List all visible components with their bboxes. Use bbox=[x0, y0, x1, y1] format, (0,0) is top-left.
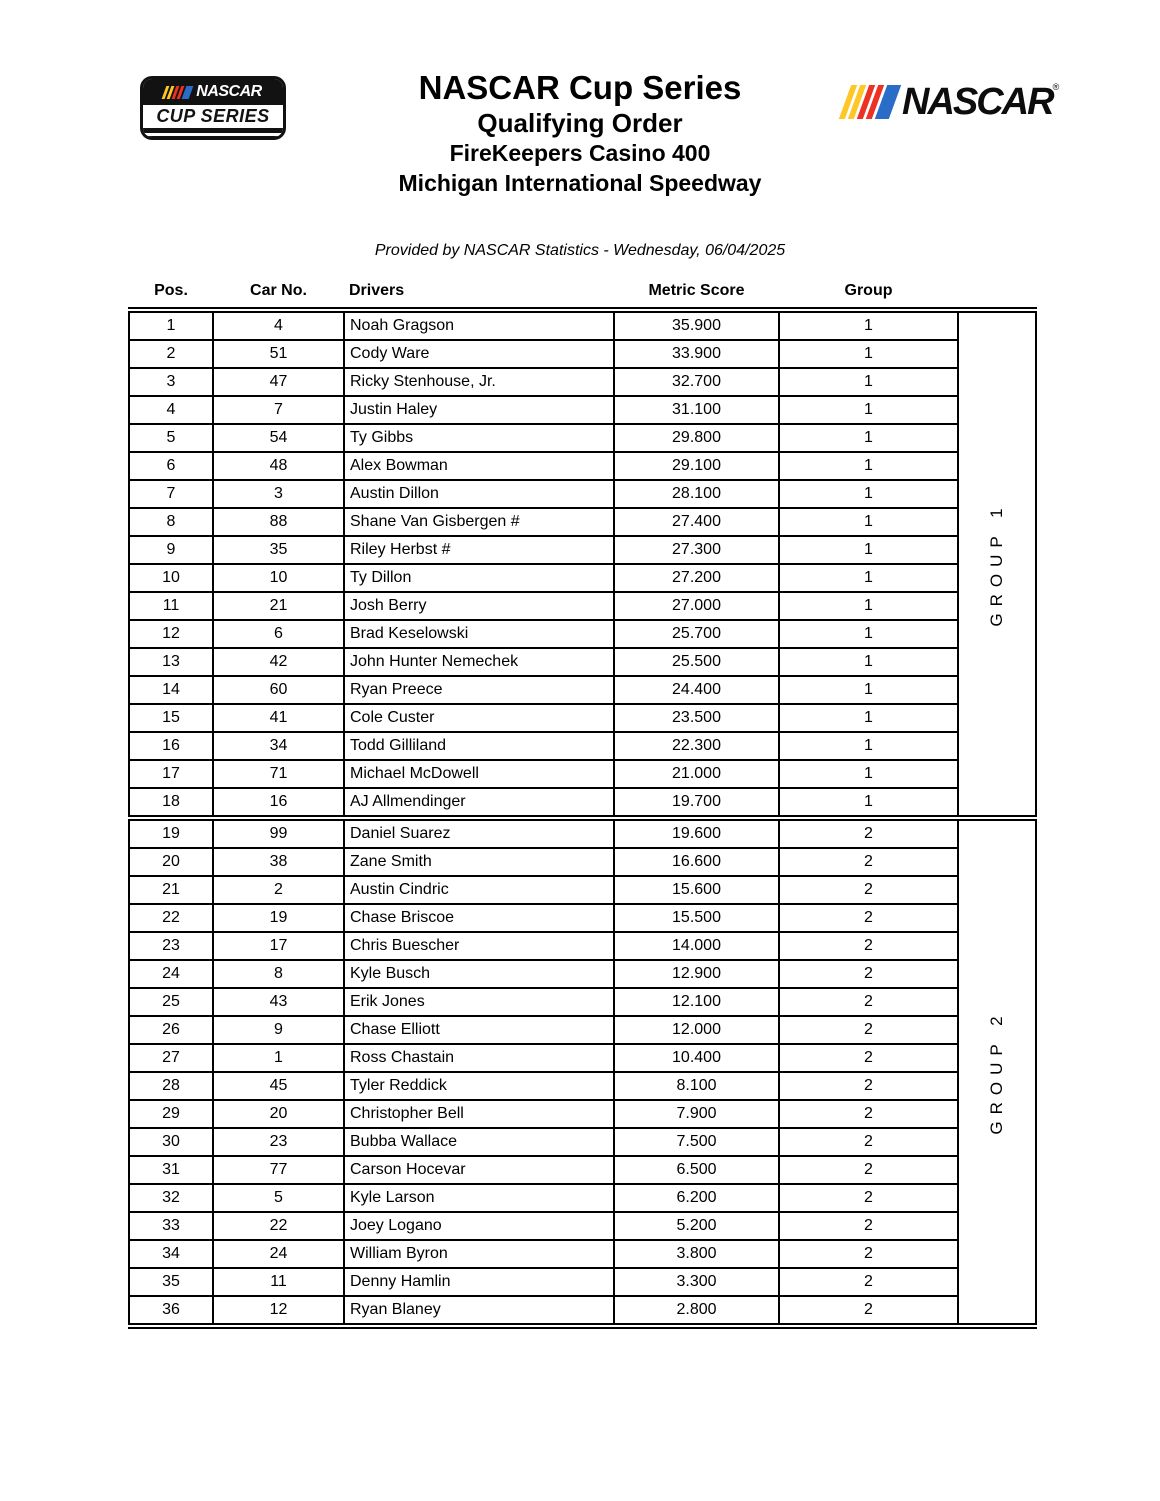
cell-driver: Riley Herbst # bbox=[344, 536, 614, 564]
group-vertical-label: GROUP 2 bbox=[987, 1009, 1006, 1135]
cell-car: 51 bbox=[213, 340, 344, 368]
cell-pos: 30 bbox=[129, 1128, 213, 1156]
cell-car: 43 bbox=[213, 988, 344, 1016]
cell-car: 54 bbox=[213, 424, 344, 452]
cell-score: 31.100 bbox=[614, 396, 779, 424]
table-row bbox=[129, 988, 1036, 1016]
table-row bbox=[129, 904, 1036, 932]
table-row bbox=[129, 1268, 1036, 1296]
cell-car: 6 bbox=[213, 620, 344, 648]
cell-driver: Bubba Wallace bbox=[344, 1128, 614, 1156]
cell-car: 21 bbox=[213, 592, 344, 620]
cell-car: 47 bbox=[213, 368, 344, 396]
cell-score: 8.100 bbox=[614, 1072, 779, 1100]
cell-driver: Chase Briscoe bbox=[344, 904, 614, 932]
table-row bbox=[129, 1128, 1036, 1156]
cell-group: 1 bbox=[779, 452, 958, 480]
table-row bbox=[129, 818, 1036, 848]
col-header-group-label-spacer bbox=[958, 280, 1036, 310]
table-row bbox=[129, 932, 1036, 960]
cell-score: 32.700 bbox=[614, 368, 779, 396]
cell-score: 22.300 bbox=[614, 732, 779, 760]
col-header-group: Group bbox=[779, 280, 958, 310]
cell-pos: 5 bbox=[129, 424, 213, 452]
table-row bbox=[129, 1072, 1036, 1100]
cell-score: 6.200 bbox=[614, 1184, 779, 1212]
cell-driver: Shane Van Gisbergen # bbox=[344, 508, 614, 536]
cell-group: 2 bbox=[779, 988, 958, 1016]
cell-score: 24.400 bbox=[614, 676, 779, 704]
table-row bbox=[129, 788, 1036, 818]
cell-driver: Kyle Busch bbox=[344, 960, 614, 988]
cell-driver: Michael McDowell bbox=[344, 760, 614, 788]
cell-car: 42 bbox=[213, 648, 344, 676]
cell-group: 1 bbox=[779, 340, 958, 368]
cell-group: 2 bbox=[779, 1072, 958, 1100]
cell-group: 1 bbox=[779, 788, 958, 818]
cell-driver: William Byron bbox=[344, 1240, 614, 1268]
cell-pos: 33 bbox=[129, 1212, 213, 1240]
cell-pos: 19 bbox=[129, 818, 213, 848]
cell-score: 5.200 bbox=[614, 1212, 779, 1240]
track-name: Michigan International Speedway bbox=[398, 169, 762, 196]
table-header-row bbox=[129, 280, 1036, 310]
cell-score: 29.100 bbox=[614, 452, 779, 480]
cell-score: 23.500 bbox=[614, 704, 779, 732]
registered-trademark-icon: ® bbox=[1052, 82, 1060, 92]
cell-pos: 2 bbox=[129, 340, 213, 368]
group-span-cell bbox=[958, 818, 1036, 1326]
cell-car: 2 bbox=[213, 876, 344, 904]
cell-car: 9 bbox=[213, 1016, 344, 1044]
cell-score: 3.800 bbox=[614, 1240, 779, 1268]
table-row bbox=[129, 760, 1036, 788]
table-row bbox=[129, 508, 1036, 536]
cell-pos: 3 bbox=[129, 368, 213, 396]
cell-pos: 16 bbox=[129, 732, 213, 760]
cell-car: 22 bbox=[213, 1212, 344, 1240]
cell-group: 1 bbox=[779, 536, 958, 564]
cell-car: 8 bbox=[213, 960, 344, 988]
cell-score: 15.600 bbox=[614, 876, 779, 904]
table-row bbox=[129, 1240, 1036, 1268]
nascar-stripes-icon bbox=[839, 85, 901, 119]
provided-by-line: Provided by NASCAR Statistics - Wednesday, 06/04/2025 bbox=[374, 242, 786, 259]
race-name: FireKeepers Casino 400 bbox=[449, 139, 711, 166]
col-header-car-no: Car No. bbox=[213, 280, 344, 310]
table-row bbox=[129, 480, 1036, 508]
table-row bbox=[129, 396, 1036, 424]
cell-score: 27.200 bbox=[614, 564, 779, 592]
cell-pos: 24 bbox=[129, 960, 213, 988]
cell-pos: 6 bbox=[129, 452, 213, 480]
cell-group: 2 bbox=[779, 1100, 958, 1128]
cell-car: 71 bbox=[213, 760, 344, 788]
cell-pos: 11 bbox=[129, 592, 213, 620]
cell-driver: Joey Logano bbox=[344, 1212, 614, 1240]
cell-car: 3 bbox=[213, 480, 344, 508]
cell-car: 41 bbox=[213, 704, 344, 732]
cell-group: 1 bbox=[779, 564, 958, 592]
cell-car: 5 bbox=[213, 1184, 344, 1212]
cell-group: 2 bbox=[779, 1044, 958, 1072]
nascar-wordmark-text: NASCAR bbox=[902, 81, 1053, 123]
cell-pos: 17 bbox=[129, 760, 213, 788]
col-header-drivers: Drivers bbox=[344, 280, 614, 310]
cell-pos: 4 bbox=[129, 396, 213, 424]
cell-driver: Justin Haley bbox=[344, 396, 614, 424]
cell-pos: 1 bbox=[129, 310, 213, 340]
table-row bbox=[129, 536, 1036, 564]
cell-driver: Cody Ware bbox=[344, 340, 614, 368]
table-row bbox=[129, 340, 1036, 368]
cell-pos: 18 bbox=[129, 788, 213, 818]
cell-car: 48 bbox=[213, 452, 344, 480]
cell-pos: 32 bbox=[129, 1184, 213, 1212]
cell-pos: 23 bbox=[129, 932, 213, 960]
cell-score: 28.100 bbox=[614, 480, 779, 508]
table-row bbox=[129, 876, 1036, 904]
qualifying-order-table bbox=[128, 280, 1037, 1329]
cell-pos: 13 bbox=[129, 648, 213, 676]
cell-pos: 21 bbox=[129, 876, 213, 904]
cell-car: 11 bbox=[213, 1268, 344, 1296]
cell-pos: 10 bbox=[129, 564, 213, 592]
cell-pos: 14 bbox=[129, 676, 213, 704]
cell-group: 1 bbox=[779, 760, 958, 788]
cell-score: 25.700 bbox=[614, 620, 779, 648]
cell-group: 2 bbox=[779, 904, 958, 932]
cell-score: 35.900 bbox=[614, 310, 779, 340]
cell-driver: Carson Hocevar bbox=[344, 1156, 614, 1184]
cell-score: 27.300 bbox=[614, 536, 779, 564]
table-row bbox=[129, 1184, 1036, 1212]
cell-pos: 20 bbox=[129, 848, 213, 876]
table-row bbox=[129, 1016, 1036, 1044]
cell-group: 2 bbox=[779, 1268, 958, 1296]
cell-driver: Ricky Stenhouse, Jr. bbox=[344, 368, 614, 396]
cell-pos: 12 bbox=[129, 620, 213, 648]
cell-pos: 7 bbox=[129, 480, 213, 508]
cell-car: 24 bbox=[213, 1240, 344, 1268]
cell-pos: 25 bbox=[129, 988, 213, 1016]
cell-car: 12 bbox=[213, 1296, 344, 1326]
cell-score: 10.400 bbox=[614, 1044, 779, 1072]
table-row bbox=[129, 1044, 1036, 1072]
table-row bbox=[129, 1156, 1036, 1184]
cell-score: 25.500 bbox=[614, 648, 779, 676]
cell-pos: 36 bbox=[129, 1296, 213, 1326]
cell-score: 16.600 bbox=[614, 848, 779, 876]
table-row bbox=[129, 620, 1036, 648]
cell-group: 2 bbox=[779, 932, 958, 960]
cell-car: 23 bbox=[213, 1128, 344, 1156]
cell-car: 17 bbox=[213, 932, 344, 960]
cell-car: 4 bbox=[213, 310, 344, 340]
table-row bbox=[129, 1212, 1036, 1240]
cell-pos: 26 bbox=[129, 1016, 213, 1044]
cell-driver: Austin Cindric bbox=[344, 876, 614, 904]
cell-pos: 29 bbox=[129, 1100, 213, 1128]
table-row bbox=[129, 310, 1036, 340]
cell-score: 15.500 bbox=[614, 904, 779, 932]
cell-group: 1 bbox=[779, 480, 958, 508]
cell-car: 34 bbox=[213, 732, 344, 760]
cell-car: 10 bbox=[213, 564, 344, 592]
cell-driver: Ryan Blaney bbox=[344, 1296, 614, 1326]
cell-group: 2 bbox=[779, 848, 958, 876]
cell-driver: Kyle Larson bbox=[344, 1184, 614, 1212]
cell-group: 2 bbox=[779, 1296, 958, 1326]
cell-score: 7.500 bbox=[614, 1128, 779, 1156]
cell-car: 19 bbox=[213, 904, 344, 932]
cell-score: 29.800 bbox=[614, 424, 779, 452]
table-row bbox=[129, 1296, 1036, 1326]
table-row bbox=[129, 732, 1036, 760]
cell-score: 3.300 bbox=[614, 1268, 779, 1296]
cell-driver: Ty Dillon bbox=[344, 564, 614, 592]
cell-group: 2 bbox=[779, 960, 958, 988]
cell-group: 2 bbox=[779, 1240, 958, 1268]
cell-car: 35 bbox=[213, 536, 344, 564]
cell-group: 2 bbox=[779, 1128, 958, 1156]
cell-group: 1 bbox=[779, 732, 958, 760]
cell-driver: Tyler Reddick bbox=[344, 1072, 614, 1100]
cell-score: 7.900 bbox=[614, 1100, 779, 1128]
page-subtitle: Qualifying Order bbox=[477, 108, 683, 139]
cell-group: 2 bbox=[779, 1156, 958, 1184]
cell-group: 2 bbox=[779, 1016, 958, 1044]
cell-score: 27.000 bbox=[614, 592, 779, 620]
cell-pos: 31 bbox=[129, 1156, 213, 1184]
group-vertical-label: GROUP 1 bbox=[987, 501, 1006, 627]
cell-car: 7 bbox=[213, 396, 344, 424]
cell-score: 14.000 bbox=[614, 932, 779, 960]
table-row bbox=[129, 960, 1036, 988]
cell-score: 12.900 bbox=[614, 960, 779, 988]
col-header-metric-score: Metric Score bbox=[614, 280, 779, 310]
cell-car: 77 bbox=[213, 1156, 344, 1184]
cell-group: 1 bbox=[779, 424, 958, 452]
cell-car: 16 bbox=[213, 788, 344, 818]
cell-score: 19.700 bbox=[614, 788, 779, 818]
cell-driver: AJ Allmendinger bbox=[344, 788, 614, 818]
cell-score: 19.600 bbox=[614, 818, 779, 848]
cell-group: 1 bbox=[779, 310, 958, 340]
table-row bbox=[129, 424, 1036, 452]
cell-driver: Zane Smith bbox=[344, 848, 614, 876]
table-row bbox=[129, 1100, 1036, 1128]
cell-driver: Daniel Suarez bbox=[344, 818, 614, 848]
cup-logo-nascar-wordmark: NASCAR bbox=[196, 83, 262, 100]
cell-pos: 9 bbox=[129, 536, 213, 564]
cell-score: 21.000 bbox=[614, 760, 779, 788]
cell-score: 27.400 bbox=[614, 508, 779, 536]
table-row bbox=[129, 564, 1036, 592]
cell-group: 1 bbox=[779, 648, 958, 676]
cell-group: 2 bbox=[779, 818, 958, 848]
table-row bbox=[129, 704, 1036, 732]
cell-pos: 15 bbox=[129, 704, 213, 732]
col-header-pos: Pos. bbox=[129, 280, 213, 310]
cell-pos: 8 bbox=[129, 508, 213, 536]
cell-pos: 34 bbox=[129, 1240, 213, 1268]
table-row bbox=[129, 676, 1036, 704]
cell-car: 20 bbox=[213, 1100, 344, 1128]
cell-group: 1 bbox=[779, 620, 958, 648]
cell-group: 1 bbox=[779, 396, 958, 424]
table-row bbox=[129, 452, 1036, 480]
cell-pos: 35 bbox=[129, 1268, 213, 1296]
cell-driver: Cole Custer bbox=[344, 704, 614, 732]
cell-score: 12.100 bbox=[614, 988, 779, 1016]
cell-car: 38 bbox=[213, 848, 344, 876]
cell-driver: Alex Bowman bbox=[344, 452, 614, 480]
cell-driver: Chris Buescher bbox=[344, 932, 614, 960]
cell-pos: 27 bbox=[129, 1044, 213, 1072]
cell-group: 2 bbox=[779, 1212, 958, 1240]
cell-driver: Todd Gilliland bbox=[344, 732, 614, 760]
cell-driver: Austin Dillon bbox=[344, 480, 614, 508]
cup-logo-series-label: CUP SERIES bbox=[156, 106, 270, 126]
cell-score: 12.000 bbox=[614, 1016, 779, 1044]
cell-car: 60 bbox=[213, 676, 344, 704]
table-row bbox=[129, 848, 1036, 876]
qualifying-table-body bbox=[129, 310, 1036, 1326]
cell-driver: Ross Chastain bbox=[344, 1044, 614, 1072]
cell-pos: 28 bbox=[129, 1072, 213, 1100]
table-row bbox=[129, 648, 1036, 676]
cell-driver: Erik Jones bbox=[344, 988, 614, 1016]
cell-driver: Noah Gragson bbox=[344, 310, 614, 340]
cell-score: 6.500 bbox=[614, 1156, 779, 1184]
cell-driver: John Hunter Nemechek bbox=[344, 648, 614, 676]
cell-driver: Ty Gibbs bbox=[344, 424, 614, 452]
cell-driver: Brad Keselowski bbox=[344, 620, 614, 648]
cell-driver: Ryan Preece bbox=[344, 676, 614, 704]
cell-group: 2 bbox=[779, 1184, 958, 1212]
cell-driver: Christopher Bell bbox=[344, 1100, 614, 1128]
cell-group: 1 bbox=[779, 368, 958, 396]
table-row bbox=[129, 592, 1036, 620]
cell-group: 1 bbox=[779, 676, 958, 704]
cell-car: 1 bbox=[213, 1044, 344, 1072]
cell-group: 2 bbox=[779, 876, 958, 904]
cell-group: 1 bbox=[779, 508, 958, 536]
cell-driver: Denny Hamlin bbox=[344, 1268, 614, 1296]
cell-group: 1 bbox=[779, 704, 958, 732]
table-row bbox=[129, 368, 1036, 396]
cell-score: 2.800 bbox=[614, 1296, 779, 1326]
cell-car: 45 bbox=[213, 1072, 344, 1100]
cell-car: 88 bbox=[213, 508, 344, 536]
cell-driver: Josh Berry bbox=[344, 592, 614, 620]
nascar-wordmark-logo bbox=[845, 80, 1059, 124]
cell-score: 33.900 bbox=[614, 340, 779, 368]
page-title: NASCAR Cup Series bbox=[418, 69, 742, 106]
cell-driver: Chase Elliott bbox=[344, 1016, 614, 1044]
cell-pos: 22 bbox=[129, 904, 213, 932]
cell-group: 1 bbox=[779, 592, 958, 620]
cell-car: 99 bbox=[213, 818, 344, 848]
group-span-cell bbox=[958, 310, 1036, 818]
